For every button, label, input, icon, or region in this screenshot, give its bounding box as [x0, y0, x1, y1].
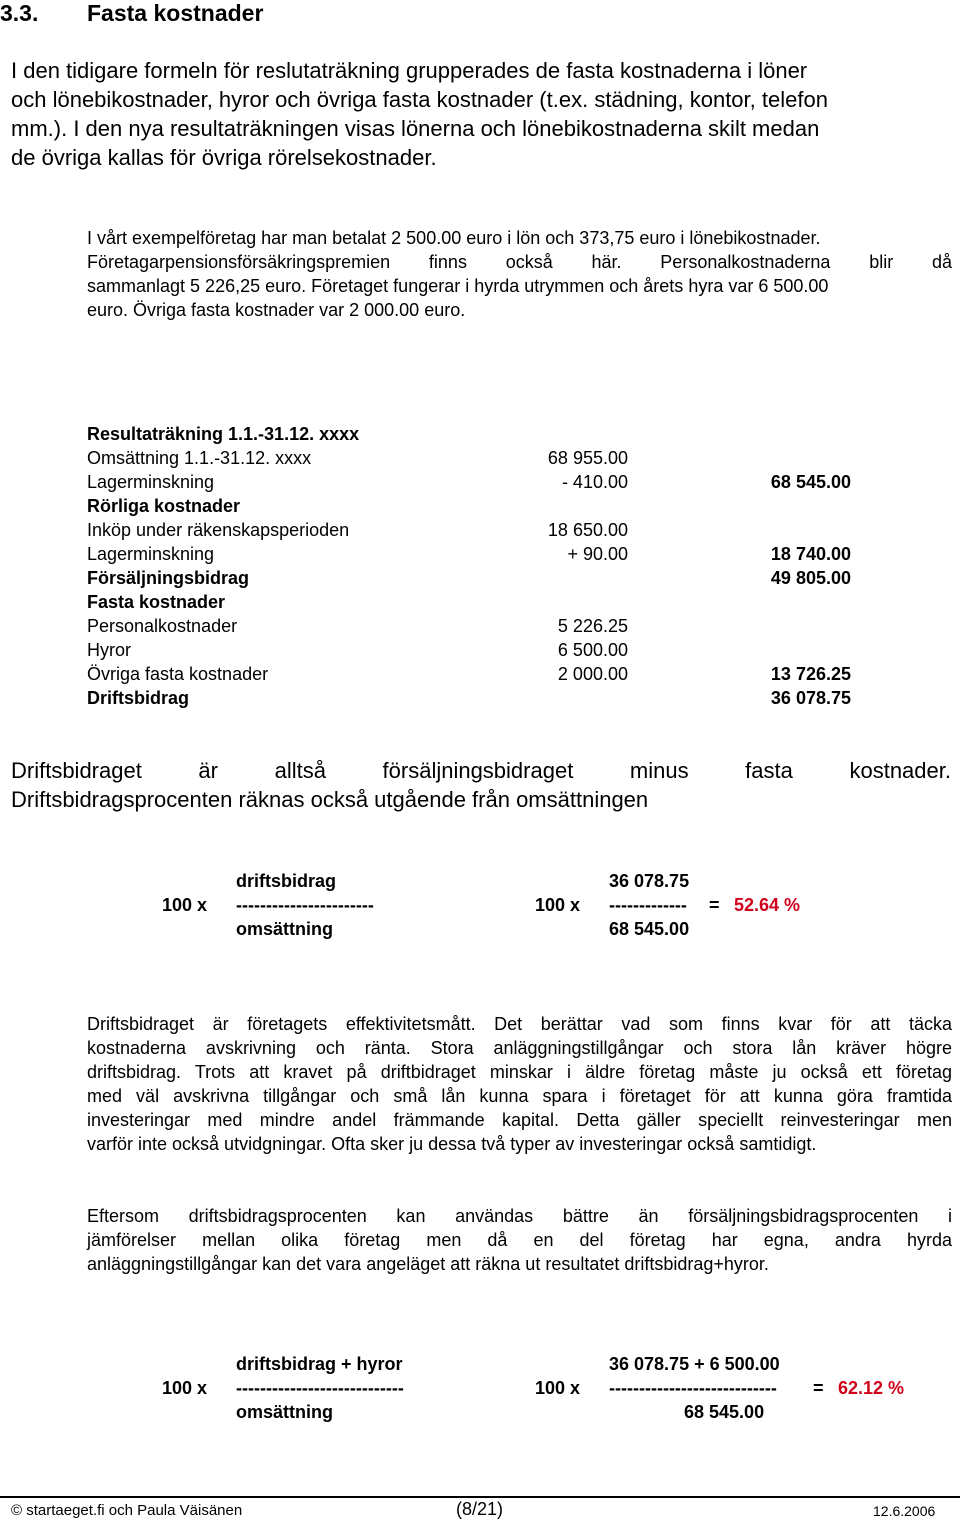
row-label: Lagerminskning [87, 544, 215, 564]
row-label: Övriga fasta kostnader [87, 664, 269, 684]
row-label: Driftsbidrag [87, 688, 190, 708]
comparison-line: Eftersom driftsbidragsprocenten kan användas bättre än försäljningsbidragsprocenten i [87, 1206, 952, 1226]
intro-line: mm.). I den nya resultaträkningen visas lönerna och lönebikostnaderna skilt medan [11, 116, 820, 141]
formula-divider: ---------------------------- [236, 1378, 404, 1398]
example-line: euro. Övriga fasta kostnader var 2 000.00 euro. [87, 300, 466, 320]
row-amount: + 90.00 [567, 544, 628, 564]
row-label: Lagerminskning [87, 472, 215, 492]
footer-divider [0, 1496, 960, 1498]
row-label: Inköp under räkenskapsperioden [87, 520, 350, 540]
income-statement-title: Resultaträkning 1.1.-31.12. xxxx [87, 424, 360, 444]
row-total: 68 545.00 [770, 472, 851, 492]
row-amount: 5 226.25 [557, 616, 628, 636]
formula-value-bottom: 68 545.00 [684, 1402, 765, 1422]
example-line: sammanlagt 5 226,25 euro. Företaget fungerar i hyrda utrymmen och årets hyra var 6 500.00 [87, 276, 829, 296]
formula-equals: = [813, 1378, 824, 1398]
effectiveness-line: driftsbidrag. Trots att kravet på driftbidraget minskar i äldre företag måste ju också ett företag [87, 1062, 952, 1082]
formula-divider: ----------------------- [236, 895, 374, 915]
row-total: 13 726.25 [770, 664, 851, 684]
formula-value-top: 36 078.75 [609, 871, 690, 891]
row-label: Rörliga kostnader [87, 496, 241, 516]
row-label: Hyror [87, 640, 131, 660]
formula-multiplier: 100 x [162, 1378, 208, 1398]
effectiveness-line: investeringar med mindre andel främmande kapital. Detta gäller speciellt reinvesteringar men [87, 1110, 952, 1130]
formula-denominator: omsättning [236, 1402, 333, 1422]
formula-value-divider: ------------- [609, 895, 687, 915]
formula-numerator: driftsbidrag [236, 871, 337, 891]
formula-multiplier: 100 x [535, 895, 581, 915]
footer-page-number: (8/21) [456, 1499, 504, 1519]
row-label: Försäljningsbidrag [87, 568, 250, 588]
footer-date: 12.6.2006 [873, 1503, 936, 1519]
effectiveness-line: med väl avskrivna tillgångar och små lån kunna spara i företaget för att kunna göra framtida [87, 1086, 952, 1106]
effectiveness-line: varför inte också utvidgningar. Ofta sker ju dessa två typer av investeringar också samtidigt. [87, 1134, 817, 1154]
row-amount: 2 000.00 [557, 664, 628, 684]
row-total: 49 805.00 [770, 568, 851, 588]
comparison-line: jämförelser mellan olika företag men då en del företag har egna, andra hyrda [87, 1230, 952, 1250]
row-total: 18 740.00 [770, 544, 851, 564]
summary-line: Driftsbidragsprocenten räknas också utgående från omsättningen [11, 787, 649, 812]
intro-line: de övriga kallas för övriga rörelsekostnader. [11, 145, 437, 170]
example-line: I vårt exempelföretag har man betalat 2 500.00 euro i lön och 373,75 euro i lönebikostnader. [87, 228, 821, 248]
formula-numerator: driftsbidrag + hyror [236, 1354, 403, 1374]
formula-result: 52.64 % [734, 895, 801, 915]
intro-line: och lönebikostnader, hyror och övriga fasta kostnader (t.ex. städning, kontor, telefon [11, 87, 828, 112]
comparison-line: anläggningstillgångar kan det vara angeläget att räkna ut resultatet driftsbidrag+hyror. [87, 1254, 769, 1274]
row-amount: - 410.00 [561, 472, 628, 492]
summary-line: Driftsbidraget är alltså försäljningsbidraget minus fasta kostnader. [11, 758, 951, 783]
row-label: Omsättning 1.1.-31.12. xxxx [87, 448, 312, 468]
section-number: 3.3. [0, 0, 39, 26]
effectiveness-line: Driftsbidraget är företagets effektivitetsmått. Det berättar vad som finns kvar för att täcka [87, 1014, 952, 1034]
row-label: Personalkostnader [87, 616, 238, 636]
row-amount: 68 955.00 [547, 448, 628, 468]
formula-result: 62.12 % [838, 1378, 905, 1398]
row-total: 36 078.75 [770, 688, 851, 708]
example-line: Företagarpensionsförsäkringspremien finns också här. Personalkostnaderna blir då [87, 252, 952, 272]
effectiveness-line: kostnaderna avskrivning och ränta. Stora anläggningstillgångar och stora lån kräver högre [87, 1038, 952, 1058]
row-amount: 6 500.00 [557, 640, 628, 660]
formula-multiplier: 100 x [162, 895, 208, 915]
page-title: Fasta kostnader [87, 0, 264, 26]
footer-author: © startaeget.fi och Paula Väisänen [11, 1502, 243, 1519]
formula-value-divider: ---------------------------- [609, 1378, 777, 1398]
intro-line: I den tidigare formeln för reslutaträkning grupperades de fasta kostnaderna i löner [11, 58, 808, 83]
formula-equals: = [709, 895, 720, 915]
formula-multiplier: 100 x [535, 1378, 581, 1398]
row-label: Fasta kostnader [87, 592, 226, 612]
row-amount: 18 650.00 [547, 520, 628, 540]
formula-value-bottom: 68 545.00 [609, 919, 690, 939]
formula-denominator: omsättning [236, 919, 333, 939]
formula-value-top: 36 078.75 + 6 500.00 [609, 1354, 780, 1374]
